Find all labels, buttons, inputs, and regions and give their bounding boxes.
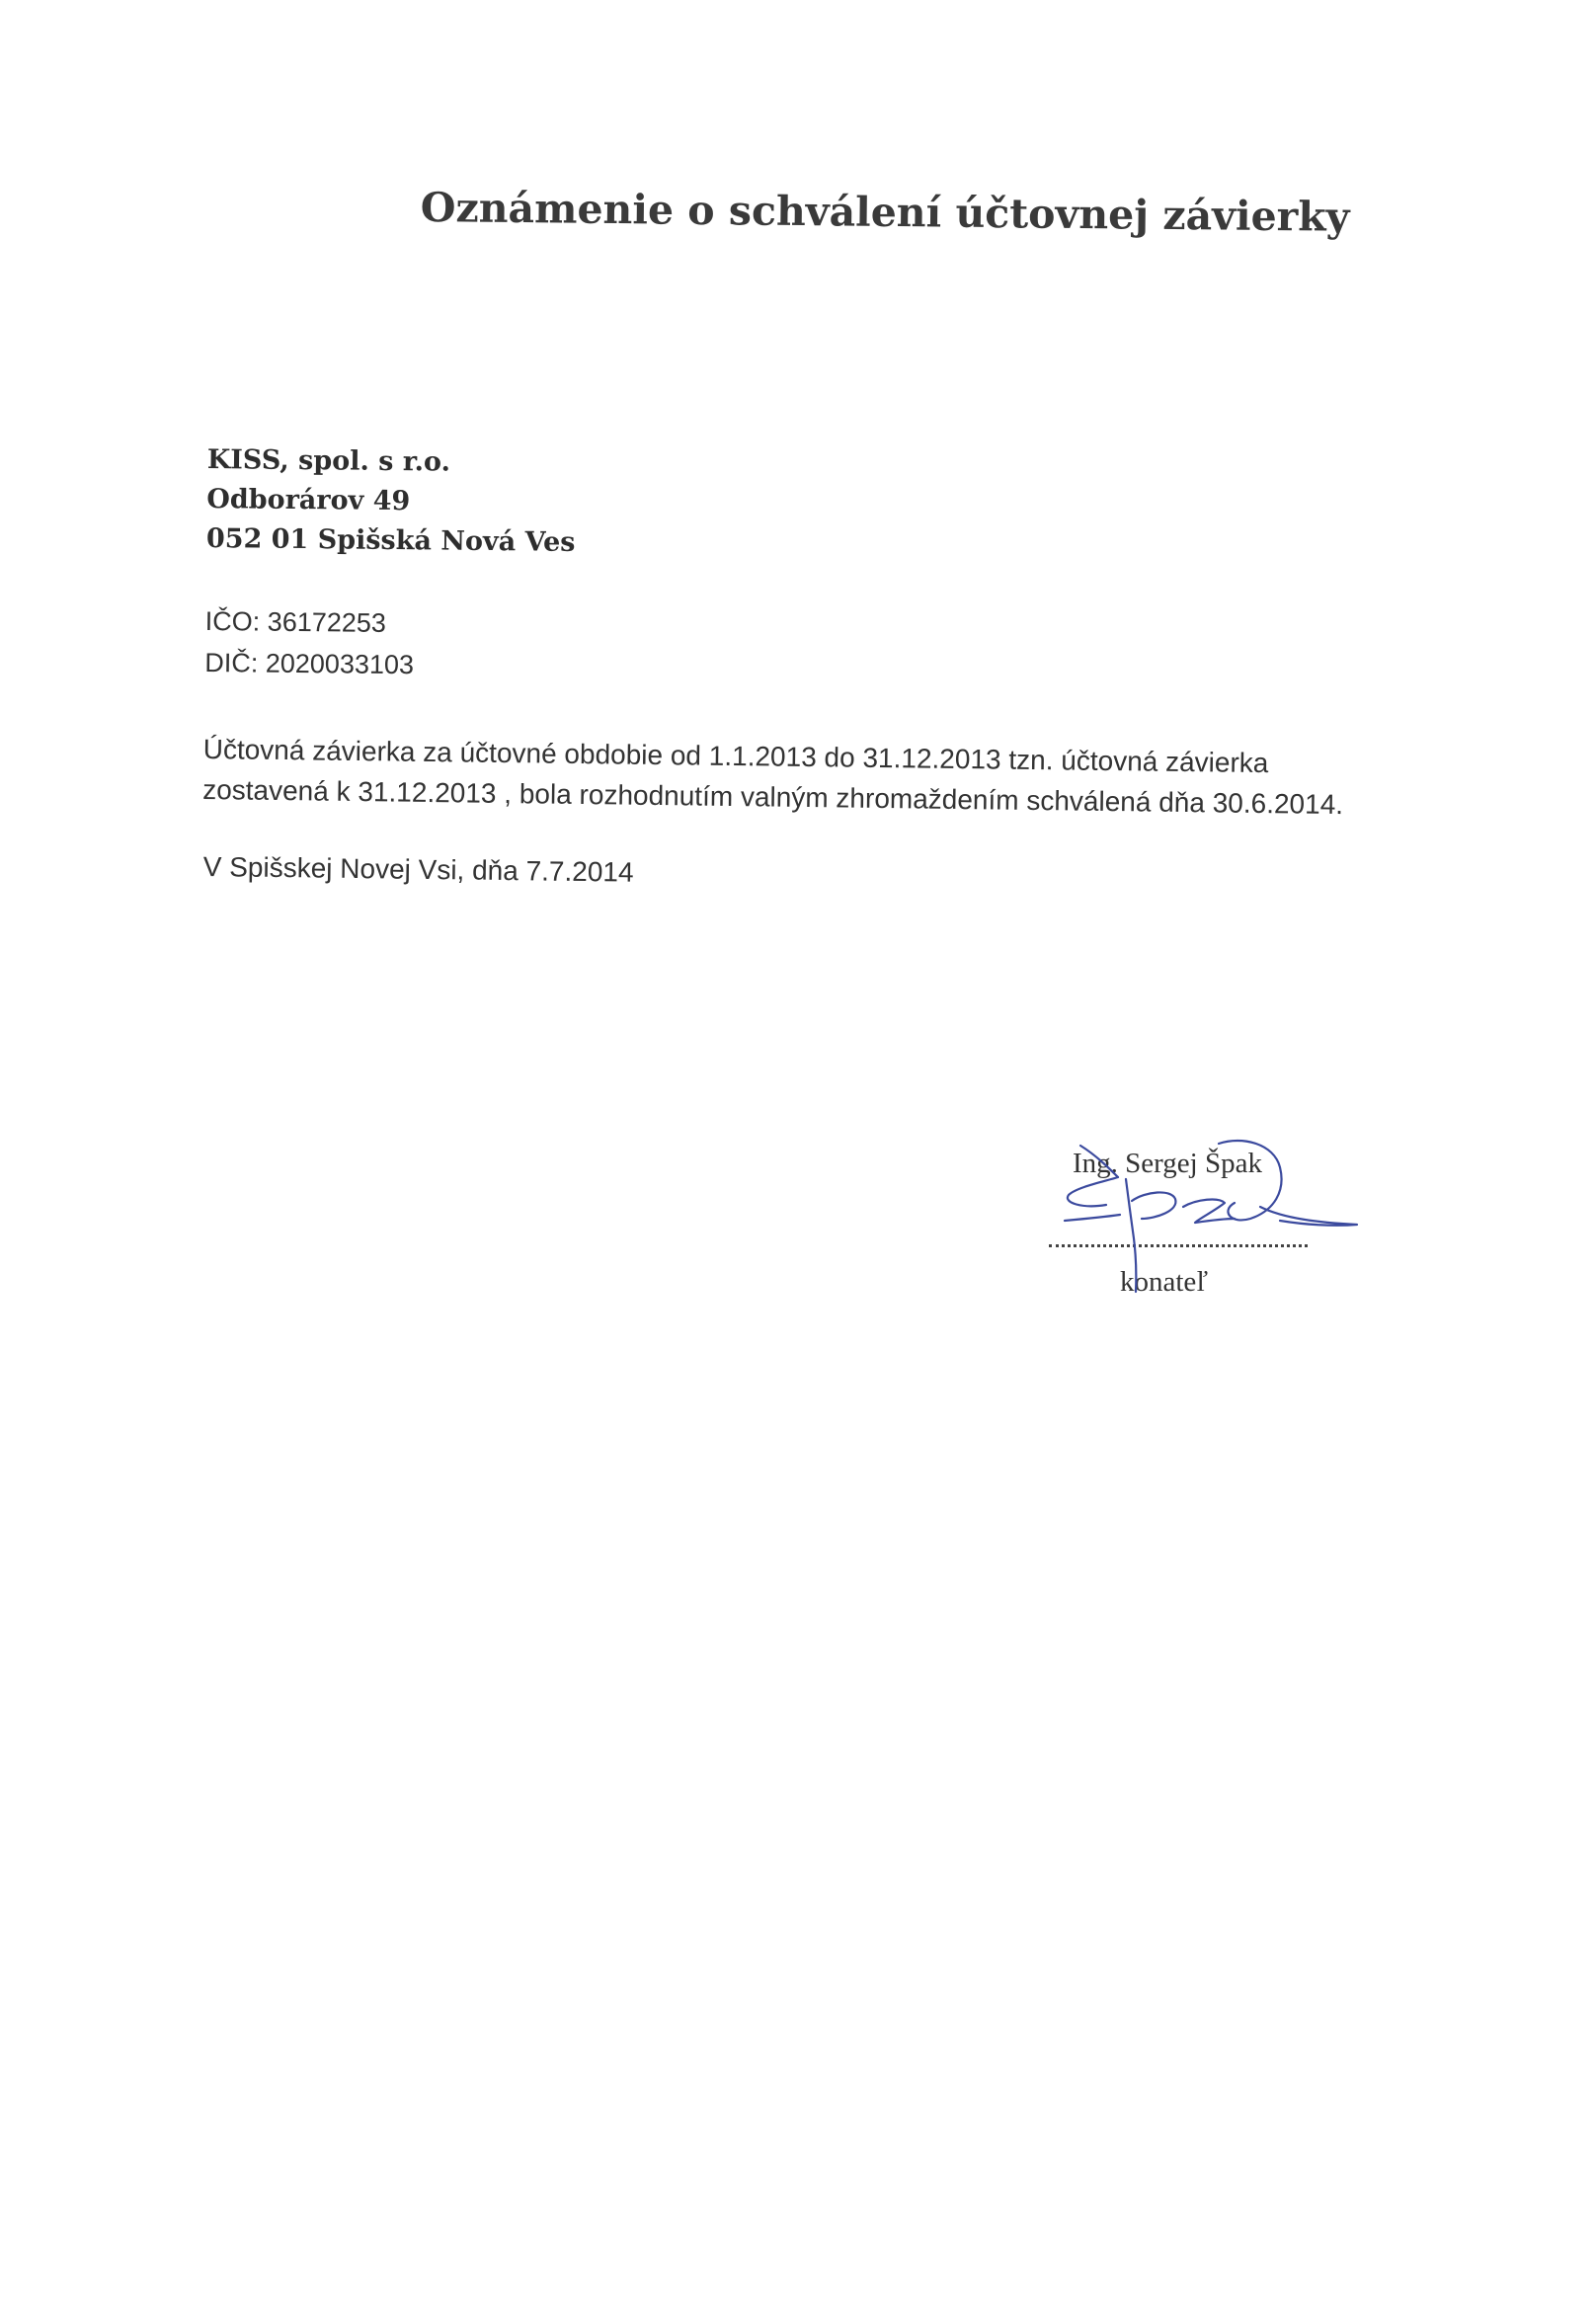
- company-address-block: [206, 440, 577, 563]
- handwritten-signature: [1037, 1116, 1373, 1323]
- dic-line: DIČ: 2020033103: [204, 647, 415, 680]
- body-paragraph: [202, 729, 1418, 826]
- company-street: Odborárov 49: [206, 483, 411, 517]
- ico-line: IČO: 36172253: [204, 605, 387, 638]
- company-city: 052 01 Spišská Nová Ves: [205, 522, 576, 558]
- signer-role: konateľ: [1120, 1266, 1209, 1298]
- document-title: Oznámenie o schválení účtovnej závierky: [420, 184, 1350, 241]
- body-line-1: Účtovná závierka za účtovné obdobie od 1.1.2013 do 31.12.2013 tzn. účtovná závierka: [202, 733, 1269, 779]
- signer-name: Ing. Sergej Špak: [1073, 1148, 1262, 1179]
- body-line-2: zostavená k 31.12.2013 , bola rozhodnutím valným zhromaždením schválená dňa 30.6.2014.: [201, 773, 1344, 821]
- place-date-line: V Spišskej Novej Vsi, dňa 7.7.2014: [202, 851, 634, 888]
- signature-block: [1037, 1116, 1373, 1323]
- company-ids-block: [204, 600, 415, 685]
- company-name: KISS, spol. s r.o.: [206, 443, 451, 478]
